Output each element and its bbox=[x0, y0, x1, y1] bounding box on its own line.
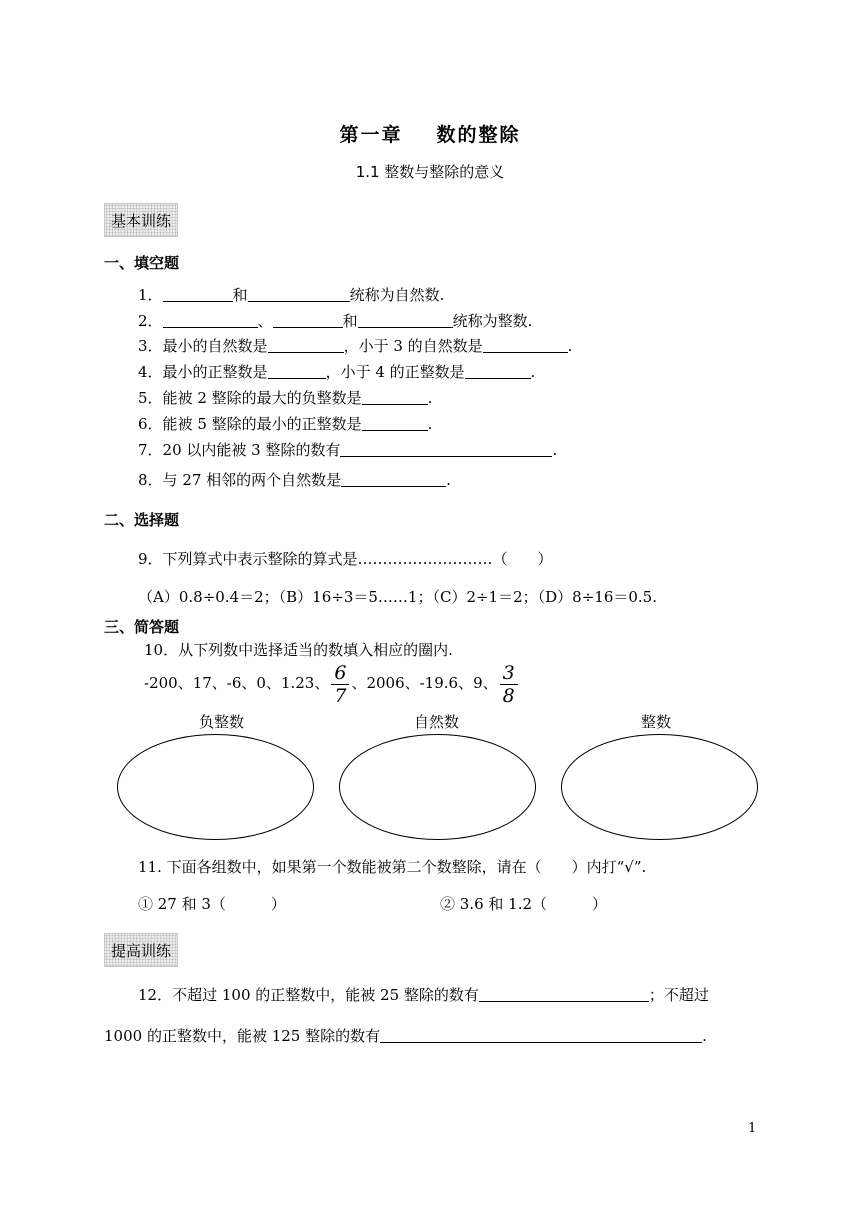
question-6: 6．能被 5 整除的最小的正整数是 . bbox=[138, 415, 433, 433]
question-12-line-2: 1000 的正整数中，能被 125 整除的数有 . bbox=[104, 1027, 707, 1045]
question-5: 5．能被 2 整除的最大的负整数是 . bbox=[138, 389, 433, 407]
answer-blank[interactable] bbox=[358, 312, 453, 328]
question-9-options: （A）0.8÷0.4＝2；（B）16÷3＝5……1；（C）2÷1＝2；（D）8÷16＝0.5. bbox=[138, 588, 657, 606]
question-11-option-1: ① 27 和 3（ ） bbox=[138, 895, 286, 913]
section-choice: 二、选择题 bbox=[104, 511, 180, 529]
question-4: 4．最小的正整数是 ，小于 4 的正整数是 . bbox=[138, 363, 536, 381]
question-2: 2． 、 和 统称为整数. bbox=[138, 312, 533, 330]
label-negative-integer: 负整数 bbox=[199, 713, 245, 731]
answer-blank[interactable] bbox=[483, 337, 568, 353]
answer-blank[interactable] bbox=[465, 363, 531, 379]
number-list: -200、17、-6、0、1.23、 $\frac{6}{7}$ 、2006、-19.6、9、 $\frac{3}{8}$ bbox=[144, 661, 520, 707]
question-10: 10．从下列数中选择适当的数填入相应的圈内. bbox=[144, 641, 453, 659]
answer-blank[interactable] bbox=[479, 986, 649, 1002]
answer-blank[interactable] bbox=[268, 337, 344, 353]
section-title: 1.1 整数与整除的意义 bbox=[355, 163, 505, 181]
answer-blank[interactable] bbox=[362, 389, 428, 405]
answer-blank[interactable] bbox=[248, 286, 350, 302]
question-9: 9．下列算式中表示整除的算式是………………………（ ） bbox=[138, 550, 553, 568]
natural-number-circle[interactable] bbox=[339, 734, 536, 840]
answer-blank[interactable] bbox=[273, 312, 343, 328]
answer-blank[interactable] bbox=[362, 415, 428, 431]
answer-blank[interactable] bbox=[268, 363, 326, 379]
question-11: 11. 下面各组数中，如果第一个数能被第二个数整除，请在（ ）内打“√”. bbox=[138, 858, 647, 876]
chapter-name: 数的整除 bbox=[436, 124, 521, 146]
basic-training-badge: 基本训练 bbox=[104, 203, 178, 237]
advanced-training-badge: 提高训练 bbox=[104, 933, 178, 967]
chapter-title bbox=[0, 120, 860, 147]
section-fill-in: 一、填空题 bbox=[104, 254, 180, 272]
answer-blank[interactable] bbox=[341, 471, 446, 487]
question-3: 3．最小的自然数是 ，小于 3 的自然数是 . bbox=[138, 337, 573, 355]
question-8: 8．与 27 相邻的两个自然数是 . bbox=[138, 471, 451, 489]
answer-blank[interactable] bbox=[163, 312, 258, 328]
label-natural-number: 自然数 bbox=[414, 713, 460, 731]
integer-circle[interactable] bbox=[561, 734, 758, 840]
chapter-number: 第一章 bbox=[339, 124, 403, 146]
answer-blank[interactable] bbox=[380, 1027, 702, 1043]
section-short-answer: 三、简答题 bbox=[104, 618, 180, 636]
question-11-option-2: ② 3.6 和 1.2（ ） bbox=[440, 895, 608, 913]
page-number: 1 bbox=[748, 1121, 757, 1136]
label-integer: 整数 bbox=[641, 713, 672, 731]
question-1: 1． 和 统称为自然数. bbox=[138, 286, 445, 304]
question-12-line-1: 12．不超过 100 的正整数中，能被 25 整除的数有 ；不超过 bbox=[138, 986, 709, 1004]
answer-blank[interactable] bbox=[163, 286, 233, 302]
negative-integer-circle[interactable] bbox=[117, 734, 314, 840]
fraction-six-sevenths: $\frac{6}{7}$ bbox=[331, 662, 349, 707]
fraction-three-eighths: $\frac{3}{8}$ bbox=[500, 662, 518, 707]
question-7: 7．20 以内能被 3 整除的数有 . bbox=[138, 441, 558, 459]
answer-blank[interactable] bbox=[340, 441, 552, 457]
